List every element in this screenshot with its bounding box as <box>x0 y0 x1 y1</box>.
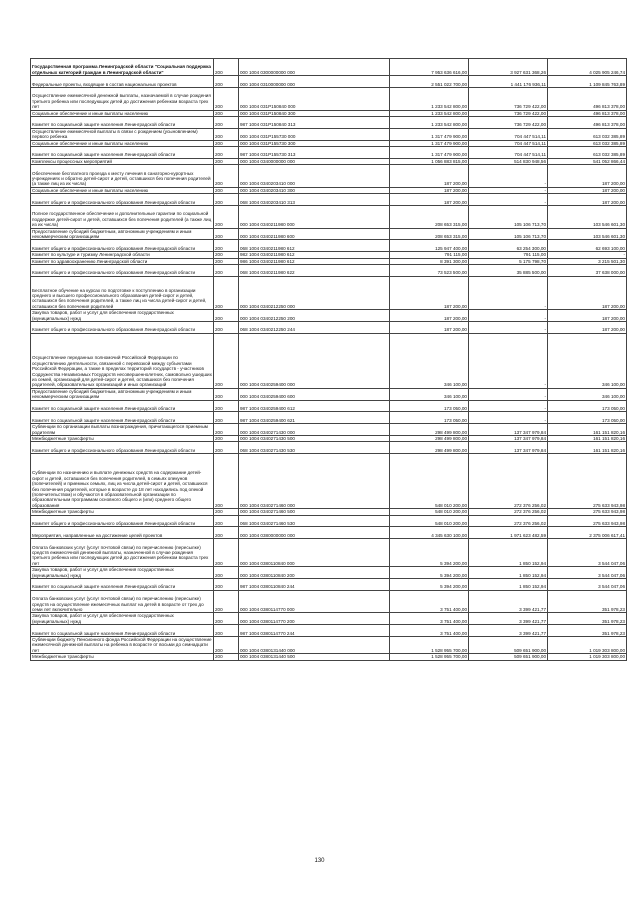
row-amount-executed: 1 850 152,94 <box>469 539 548 567</box>
row-amount-executed: 137 347 979,84 <box>469 424 548 436</box>
table-row <box>31 454 627 509</box>
row-amount-executed: 736 729 422,00 <box>469 110 548 116</box>
row-amount-remaining: 613 032 385,89 <box>548 140 627 146</box>
row-amount-approved: 73 523 500,00 <box>390 265 469 277</box>
row-line-code: 200 <box>214 276 239 309</box>
row-amount-approved: 3 751 400,00 <box>390 625 469 637</box>
table-row <box>31 165 627 188</box>
row-line-code: 200 <box>214 412 239 424</box>
row-amount-remaining: 275 633 943,98 <box>548 454 627 509</box>
table-row <box>31 579 627 591</box>
row-classification-code: 068 1004 0340271430 530 <box>239 442 390 454</box>
row-amount-approved: 1 528 955 700,00 <box>390 637 469 654</box>
row-line-code: 200 <box>214 424 239 436</box>
row-classification-code: 982 1004 0340211980 612 <box>239 252 390 258</box>
row-classification-code: 000 1004 031P150840 000 <box>239 87 390 110</box>
row-amount-executed: - <box>469 412 548 424</box>
row-description: Комитет по здравоохранению Ленинградской области <box>31 258 214 264</box>
row-description: Комитет общего и профессионального образования Ленинградской области <box>31 194 214 206</box>
row-description: Социальное обеспечение и иные выплаты населению <box>31 187 214 193</box>
row-line-code: 200 <box>214 76 239 88</box>
row-amount-executed: 1 850 152,94 <box>469 567 548 579</box>
row-amount-executed: 5 175 798,70 <box>469 258 548 264</box>
row-amount-executed: 3 399 421,77 <box>469 590 548 613</box>
row-amount-executed: - <box>469 388 548 400</box>
table-row <box>31 400 627 412</box>
row-classification-code: 068 1004 0340211980 622 <box>239 265 390 277</box>
row-amount-approved: 5 394 200,00 <box>390 539 469 567</box>
row-amount-approved: 187 200,00 <box>390 322 469 334</box>
row-description: Комитет по социальной защите населения Ленинградской области <box>31 400 214 412</box>
row-amount-approved: 298 499 800,00 <box>390 436 469 442</box>
row-amount-remaining: 275 633 943,98 <box>548 509 627 515</box>
row-line-code: 200 <box>214 128 239 140</box>
budget-table-body <box>31 59 627 661</box>
row-amount-executed: - <box>469 400 548 412</box>
table-row <box>31 424 627 436</box>
row-description: Бесплатное обучение на курсах по подготовке к поступлению в организации среднего и высшего профессионального образования детей-сирот и детей, оставшихся без попечения родителей, а также лиц из числа детей-сирот и детей, оставшихся без попечения родителей <box>31 276 214 309</box>
row-amount-approved: 1 317 479 900,00 <box>390 140 469 146</box>
table-row <box>31 322 627 334</box>
row-amount-executed: - <box>469 276 548 309</box>
row-classification-code: 000 1004 0380000000 000 <box>239 527 390 539</box>
row-line-code: 200 <box>214 59 239 76</box>
row-amount-remaining: 3 544 047,06 <box>548 539 627 567</box>
row-classification-code: 000 1004 031P155730 300 <box>239 140 390 146</box>
row-description: Предоставление субсидий бюджетным, автономным учреждениям и иным некоммерческим организациям <box>31 228 214 240</box>
row-description: Комитет общего и профессионального образования Ленинградской области <box>31 322 214 334</box>
row-description: Комитет по социальной защите населения Ленинградской области <box>31 625 214 637</box>
row-amount-remaining: 613 032 385,89 <box>548 147 627 159</box>
row-classification-code: 000 1004 031P155730 000 <box>239 128 390 140</box>
table-row <box>31 590 627 613</box>
row-amount-remaining: 187 200,00 <box>548 322 627 334</box>
row-amount-remaining: 496 813 378,00 <box>548 87 627 110</box>
row-classification-code: 068 1004 0340211980 612 <box>239 240 390 252</box>
table-row <box>31 567 627 579</box>
row-line-code: 200 <box>214 147 239 159</box>
row-amount-executed: 272 376 256,02 <box>469 454 548 509</box>
row-amount-remaining: 346 100,00 <box>548 333 627 388</box>
row-description: Комитет по социальной защите населения Ленинградской области <box>31 579 214 591</box>
row-amount-approved: 548 010 200,00 <box>390 454 469 509</box>
row-amount-executed: - <box>469 322 548 334</box>
row-description: Осуществление переданных полномочий Российской Федерации по осуществлению деятельности, связанной с перевозкой между субъектами Российской Федерации, а также в пределах территорий государств - участников Содружества Независимых Государств несовершеннолетних, самовольно ушедших из семей, организаций для детей-сирот и детей, оставшихся без попечения родителей, образовательных организаций и иных организаций <box>31 333 214 388</box>
table-row <box>31 265 627 277</box>
row-amount-remaining: 346 100,00 <box>548 388 627 400</box>
row-description: Субвенции бюджету Пенсионного фонда Российской Федерации на осуществление ежемесячной денежной выплаты на ребенка в возрасте от восьми до семнадцати лет <box>32 637 212 653</box>
row-line-code: 200 <box>214 654 239 660</box>
row-classification-code: 987 1004 0340259400 621 <box>239 412 390 424</box>
row-line-code: 200 <box>214 110 239 116</box>
row-amount-approved: 1 528 955 700,00 <box>390 654 469 660</box>
row-line-code: 200 <box>214 637 239 654</box>
row-amount-executed: 3 399 421,77 <box>469 625 548 637</box>
table-row <box>31 87 627 110</box>
table-row <box>31 515 627 527</box>
row-line-code: 200 <box>214 579 239 591</box>
row-line-code: 200 <box>214 87 239 110</box>
row-description: Закупка товаров, работ и услуг для обеспечения государственных (муниципальных) нужд <box>31 567 214 579</box>
row-line-code: 200 <box>214 140 239 146</box>
row-amount-approved: 187 200,00 <box>390 276 469 309</box>
row-classification-code: 000 1004 0340212250 000 <box>239 276 390 309</box>
row-description: Субвенции по организации выплаты вознаграждения, причитающегося приемным родителям <box>31 424 214 436</box>
row-classification-code: 000 1004 0300000000 000 <box>239 59 390 76</box>
table-row <box>31 194 627 206</box>
row-classification-code: 068 1004 0340212250 244 <box>239 322 390 334</box>
table-row <box>31 276 627 309</box>
row-classification-code: 000 1004 0380110840 000 <box>239 539 390 567</box>
row-amount-executed: 514 830 948,56 <box>469 158 548 164</box>
row-classification-code: 000 1004 0340271430 000 <box>239 424 390 436</box>
row-description: Комитет общего и профессионального образования Ленинградской области <box>31 240 214 252</box>
row-line-code: 200 <box>214 388 239 400</box>
row-amount-remaining: 187 200,00 <box>548 194 627 206</box>
row-amount-executed: 63 254 300,00 <box>469 240 548 252</box>
row-amount-remaining: 351 978,23 <box>548 613 627 625</box>
row-description: Комитет по культуре и туризму Ленинградской области <box>31 252 214 258</box>
row-description: Комплексы процессных мероприятий <box>31 158 214 164</box>
row-amount-remaining: 1 109 845 763,89 <box>548 76 627 88</box>
row-amount-executed: 509 651 900,00 <box>469 654 548 660</box>
row-amount-approved: 1 056 883 815,00 <box>390 158 469 164</box>
row-amount-remaining: 1 019 303 800,00 <box>548 654 627 660</box>
row-amount-executed: 272 376 256,02 <box>469 515 548 527</box>
row-classification-code: 000 1004 0340203410 300 <box>239 187 390 193</box>
row-amount-executed: 791 115,00 <box>469 252 548 258</box>
row-classification-code: 000 1004 0380131440 000 <box>239 637 390 654</box>
row-amount-executed: 105 106 713,70 <box>469 228 548 240</box>
row-amount-executed: 137 347 979,84 <box>469 442 548 454</box>
budget-sheet <box>30 58 625 661</box>
row-amount-remaining: 496 813 378,00 <box>548 116 627 128</box>
row-line-code: 200 <box>214 310 239 322</box>
row-amount-executed: 35 885 500,00 <box>469 265 548 277</box>
row-line-code: 200 <box>214 265 239 277</box>
row-description: Предоставление субсидий бюджетным, автономным учреждениям и иным некоммерческим организациям <box>31 388 214 400</box>
row-amount-executed: - <box>469 333 548 388</box>
table-row <box>31 412 627 424</box>
row-amount-approved: 1 317 479 900,00 <box>390 147 469 159</box>
row-line-code: 200 <box>214 258 239 264</box>
row-description: Оплата банковских услуг (услуг почтовой связи) по перечислению (пересылке) средств на осуществление ежемесячных выплат на детей в возрасте от трех до семи лет включительно <box>31 590 214 613</box>
row-amount-executed: - <box>469 165 548 188</box>
row-amount-executed: - <box>469 194 548 206</box>
row-amount-remaining: 103 546 601,30 <box>548 206 627 229</box>
row-amount-executed: 509 651 900,00 <box>469 637 548 654</box>
row-classification-code: 000 1004 0340271430 500 <box>239 436 390 442</box>
table-row <box>31 228 627 240</box>
row-classification-code: 000 1004 0380131440 500 <box>239 654 390 660</box>
row-classification-code: 000 1004 0340211980 000 <box>239 206 390 229</box>
row-classification-code: 000 1004 0340271460 000 <box>239 454 390 509</box>
row-amount-executed: 1 850 152,94 <box>469 579 548 591</box>
row-amount-approved: 125 947 400,00 <box>390 240 469 252</box>
row-amount-approved: 187 200,00 <box>390 310 469 322</box>
row-line-code: 200 <box>214 400 239 412</box>
row-classification-code: 000 1004 0340259400 600 <box>239 388 390 400</box>
row-amount-approved: 1 233 542 800,00 <box>390 87 469 110</box>
row-amount-remaining: 2 375 006 617,41 <box>548 527 627 539</box>
row-classification-code: 000 1004 0310000000 000 <box>239 76 390 88</box>
row-amount-executed: 1 971 623 482,59 <box>469 527 548 539</box>
row-classification-code: 000 1004 0340212250 200 <box>239 310 390 322</box>
table-row <box>31 147 627 159</box>
row-amount-approved: 548 010 200,00 <box>390 515 469 527</box>
row-amount-approved: 8 391 300,00 <box>390 258 469 264</box>
row-amount-remaining: 173 050,00 <box>548 400 627 412</box>
row-classification-code: 000 1004 031P150840 300 <box>239 110 390 116</box>
row-amount-executed: 137 347 979,84 <box>469 436 548 442</box>
table-row <box>31 625 627 637</box>
row-description: Комитет общего и профессионального образования Ленинградской области <box>31 265 214 277</box>
row-amount-executed: 272 376 256,02 <box>469 509 548 515</box>
row-amount-remaining: 161 151 820,16 <box>548 442 627 454</box>
table-row <box>31 310 627 322</box>
row-amount-remaining: 161 151 820,16 <box>548 436 627 442</box>
row-description: Социальное обеспечение и иные выплаты населению <box>31 110 214 116</box>
row-amount-executed: 704 447 514,11 <box>469 128 548 140</box>
table-row <box>31 128 627 140</box>
row-amount-approved: 1 317 479 900,00 <box>390 128 469 140</box>
row-description: Межбюджетные трансферты <box>31 509 214 515</box>
row-amount-approved: 7 953 636 616,00 <box>390 59 469 76</box>
row-amount-approved: 187 200,00 <box>390 187 469 193</box>
row-amount-remaining: 275 633 943,98 <box>548 515 627 527</box>
row-classification-code: 068 1004 0340271460 530 <box>239 515 390 527</box>
row-line-code: 200 <box>214 567 239 579</box>
page-number: 130 <box>314 858 325 864</box>
row-amount-remaining: 161 151 820,16 <box>548 424 627 436</box>
row-classification-code: 000 1004 0380110840 200 <box>239 567 390 579</box>
row-amount-remaining: - <box>548 252 627 258</box>
table-row <box>31 613 627 625</box>
row-amount-approved: 173 050,00 <box>390 412 469 424</box>
row-description: Комитет по социальной защите населения Ленинградской области <box>31 412 214 424</box>
row-amount-remaining: 173 050,00 <box>548 412 627 424</box>
row-amount-remaining: 613 032 385,89 <box>548 128 627 140</box>
row-line-code: 200 <box>214 442 239 454</box>
row-amount-approved: 298 499 800,00 <box>390 442 469 454</box>
row-classification-code: 000 1004 0340203410 000 <box>239 165 390 188</box>
row-description: Осуществление ежемесячной денежной выплаты, назначаемой в случае рождения третьего ребенка или последующих детей до достижения ребенком возраста трех лет <box>31 87 214 110</box>
row-description: Комитет общего и профессионального образования Ленинградской области <box>31 515 214 527</box>
row-classification-code: 987 1004 0340259400 612 <box>239 400 390 412</box>
row-description: Мероприятия, направленные на достижение целей проектов <box>31 527 214 539</box>
row-description: Осуществление ежемесячной выплаты в связи с рождением (усыновлением) первого ребенка <box>31 128 214 140</box>
table-row <box>31 333 627 388</box>
row-line-code: 200 <box>214 625 239 637</box>
row-amount-remaining: 3 215 501,30 <box>548 258 627 264</box>
row-classification-code: 068 1004 0340203410 313 <box>239 194 390 206</box>
row-amount-approved: 791 115,00 <box>390 252 469 258</box>
table-row <box>31 442 627 454</box>
table-row <box>31 527 627 539</box>
row-amount-approved: 346 100,00 <box>390 388 469 400</box>
row-line-code: 200 <box>214 509 239 515</box>
row-line-code: 200 <box>214 527 239 539</box>
row-line-code: 200 <box>214 613 239 625</box>
row-line-code: 200 <box>214 515 239 527</box>
row-line-code: 200 <box>214 206 239 229</box>
row-amount-remaining: 3 544 047,06 <box>548 567 627 579</box>
row-classification-code: 000 1004 0340259400 000 <box>239 333 390 388</box>
row-amount-approved: 208 653 315,00 <box>390 228 469 240</box>
table-row <box>31 388 627 400</box>
row-amount-approved: 187 200,00 <box>390 194 469 206</box>
row-amount-remaining: 62 693 100,00 <box>548 240 627 252</box>
row-line-code: 200 <box>214 252 239 258</box>
row-description: Межбюджетные трансферты <box>31 654 214 660</box>
row-description: Комитет общего и профессионального образования Ленинградской области <box>31 442 214 454</box>
row-description: Межбюджетные трансферты <box>31 436 214 442</box>
row-amount-approved: 4 345 630 100,00 <box>390 527 469 539</box>
row-amount-executed: - <box>469 187 548 193</box>
row-classification-code: 987 1004 031P150840 313 <box>239 116 390 128</box>
row-description: Федеральные проекты, входящие в состав национальных проектов <box>31 76 214 88</box>
row-line-code: 200 <box>214 228 239 240</box>
row-amount-remaining: 351 978,23 <box>548 625 627 637</box>
row-description: Социальное обеспечение и иные выплаты населению <box>31 140 214 146</box>
row-amount-executed: 704 447 514,11 <box>469 140 548 146</box>
row-description: Комитет по социальной защите населения Ленинградской области <box>31 147 214 159</box>
table-row <box>31 539 627 567</box>
row-amount-approved: 298 499 800,00 <box>390 424 469 436</box>
row-amount-remaining: 187 200,00 <box>548 276 627 309</box>
row-description: Закупка товаров, работ и услуг для обеспечения государственных (муниципальных) нужд <box>31 613 214 625</box>
row-description: Обеспечение бесплатного проезда к месту лечения в санаторно-курортных учреждениях и обратно детей-сирот и детей, оставшихся без попечения родителей (а также лиц из их числа) <box>31 165 214 188</box>
table-row <box>31 240 627 252</box>
row-amount-remaining: 351 978,23 <box>548 590 627 613</box>
row-amount-remaining: 1 019 303 800,00 <box>548 637 627 654</box>
row-amount-executed: 1 441 176 936,11 <box>469 76 548 88</box>
row-amount-remaining: 187 200,00 <box>548 165 627 188</box>
row-amount-executed: - <box>469 310 548 322</box>
row-classification-code: 986 1004 0340211980 612 <box>239 258 390 264</box>
row-amount-remaining: 37 638 000,00 <box>548 265 627 277</box>
row-amount-remaining: 4 025 905 246,74 <box>548 59 627 76</box>
row-amount-approved: 346 100,00 <box>390 333 469 388</box>
row-description: Государственная программа Ленинградской области "Социальная поддержка отдельных категорий граждан в Ленинградской области" <box>31 59 214 76</box>
row-line-code: 200 <box>214 187 239 193</box>
row-amount-approved: 548 010 200,00 <box>390 509 469 515</box>
row-line-code: 200 <box>214 116 239 128</box>
row-amount-approved: 173 050,00 <box>390 400 469 412</box>
row-line-code: 200 <box>214 165 239 188</box>
row-classification-code: 987 1004 031P155730 313 <box>239 147 390 159</box>
row-classification-code: 000 1004 0340000000 000 <box>239 158 390 164</box>
row-classification-code: 000 1004 0380114770 200 <box>239 613 390 625</box>
row-amount-remaining: 103 546 601,30 <box>548 228 627 240</box>
table-row <box>31 116 627 128</box>
row-amount-remaining: 187 200,00 <box>548 310 627 322</box>
budget-table <box>30 58 627 661</box>
row-amount-executed: 3 399 421,77 <box>469 613 548 625</box>
row-amount-approved: 1 233 542 800,00 <box>390 110 469 116</box>
table-row <box>31 637 627 654</box>
row-description: Закупка товаров, работ и услуг для обеспечения государственных (муниципальных) нужд <box>31 310 214 322</box>
row-amount-executed: 736 729 422,00 <box>469 87 548 110</box>
row-classification-code: 987 1004 0380114770 244 <box>239 625 390 637</box>
row-line-code: 200 <box>214 590 239 613</box>
table-row <box>31 59 627 76</box>
row-amount-executed: 105 106 713,70 <box>469 206 548 229</box>
row-line-code: 200 <box>214 333 239 388</box>
row-classification-code: 000 1004 0380114770 000 <box>239 590 390 613</box>
row-line-code: 200 <box>214 322 239 334</box>
row-amount-approved: 187 200,00 <box>390 165 469 188</box>
row-line-code: 200 <box>214 454 239 509</box>
row-line-code: 200 <box>214 158 239 164</box>
table-row <box>31 654 627 660</box>
row-amount-remaining: 187 200,00 <box>548 187 627 193</box>
row-amount-executed: 736 729 422,00 <box>469 116 548 128</box>
table-row <box>31 206 627 229</box>
row-classification-code: 987 1004 0380110840 244 <box>239 579 390 591</box>
row-description: Комитет по социальной защите населения Ленинградской области <box>31 116 214 128</box>
row-line-code: 200 <box>214 436 239 442</box>
row-amount-remaining: 3 544 047,06 <box>548 579 627 591</box>
row-amount-executed: 704 447 514,11 <box>469 147 548 159</box>
table-row <box>31 76 627 88</box>
row-line-code: 200 <box>214 240 239 252</box>
row-amount-remaining: 496 813 378,00 <box>548 110 627 116</box>
row-amount-approved: 1 233 542 800,00 <box>390 116 469 128</box>
row-line-code: 200 <box>214 539 239 567</box>
row-amount-approved: 5 394 200,00 <box>390 579 469 591</box>
row-amount-approved: 2 551 022 700,00 <box>390 76 469 88</box>
row-classification-code: 000 1004 0340271460 500 <box>239 509 390 515</box>
row-amount-approved: 3 751 400,00 <box>390 590 469 613</box>
row-amount-approved: 3 751 400,00 <box>390 613 469 625</box>
row-amount-executed: 3 927 631 368,26 <box>469 59 548 76</box>
row-amount-approved: 208 653 315,00 <box>390 206 469 229</box>
row-description: Субвенции по назначению и выплате денежных средств на содержание детей-сирот и детей, оставшихся без попечения родителей, в семьях опекунов (попечителей) и приемных семьях, лиц из числа детей-сирот и детей, оставшихся без попечения родителей, которые в возрасте до 18 лет находились под опекой (попечительством) и обучаются в образовательной организации по образовательным программам основного общего и (или) среднего общего образования <box>31 454 214 509</box>
row-line-code: 200 <box>214 194 239 206</box>
row-description: Оплата банковских услуг (услуг почтовой связи) по перечислению (пересылке) средств ежемесячной денежной выплаты, назначенной в случае рождения третьего ребенка или последующих детей до достижения ребенком возраста трех лет <box>31 539 214 567</box>
row-description: Полное государственное обеспечение и дополнительные гарантии по социальной поддержке детей-сирот и детей, оставшихся без попечения родителей (а также лиц из их числа) <box>31 206 214 229</box>
row-amount-approved: 5 394 200,00 <box>390 567 469 579</box>
row-amount-remaining: 541 052 866,44 <box>548 158 627 164</box>
row-classification-code: 000 1004 0340211980 600 <box>239 228 390 240</box>
